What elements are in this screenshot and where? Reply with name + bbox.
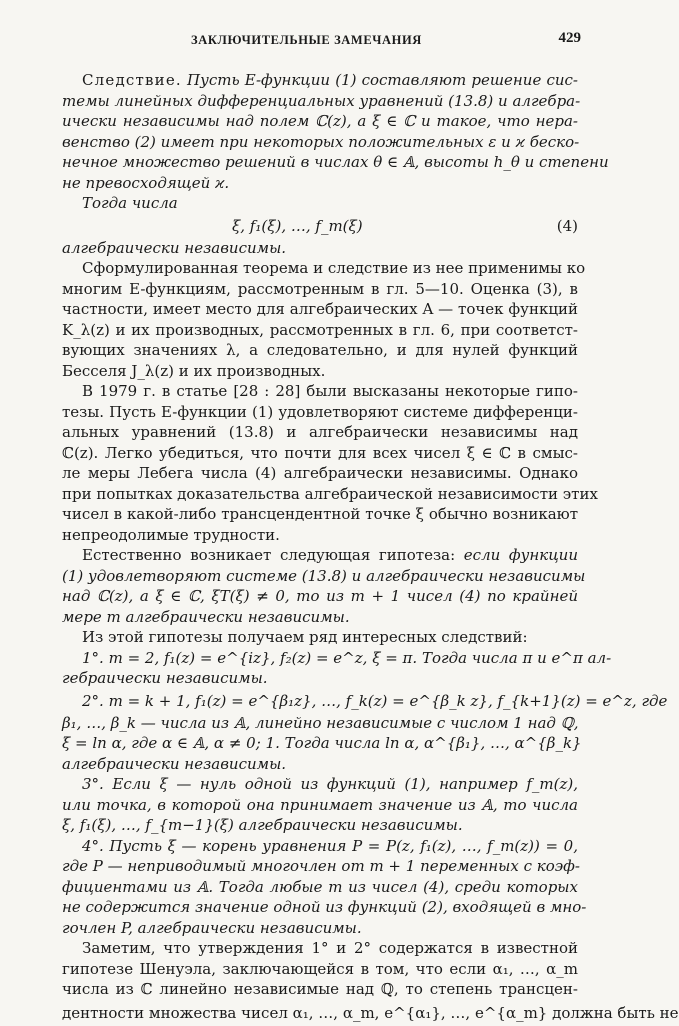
paragraph-line: тезы. Пусть E-функции (1) удовлетворяют системе дифференци-	[62, 402, 578, 421]
consequence-line: 3°. Если ξ — нуль одной из функций (1), например f_m(z),	[82, 775, 578, 793]
corollary-line: Тогда числа	[82, 194, 178, 212]
corollary-text: Пусть E-функции (1) составляют решение сис-	[181, 71, 578, 89]
paragraph-line: частности, имеет место для алгебраических A — точек функций	[62, 300, 578, 318]
corollary-closing: алгебраически независимы.	[62, 238, 287, 257]
formula-expression: ξ, f₁(ξ), …, f_m(ξ)	[232, 216, 363, 235]
consequences-intro: Из этой гипотезы получаем ряд интересных следствий:	[82, 628, 528, 646]
hypothesis-lead: Естественно возникает следующая гипотеза:	[82, 546, 464, 564]
paragraph-line: числа из ℂ линейно независимые над ℚ, то степень трансцен-	[62, 980, 578, 998]
corollary-line: не превосходящей ϰ.	[62, 173, 230, 192]
consequence-line: не содержится значение одной из функций (2), входящей в мно-	[62, 898, 587, 916]
paragraph-line: В 1979 г. в статье [28 : 28] были высказаны некоторые гипо-	[82, 382, 578, 400]
equation-number: (4)	[556, 216, 578, 235]
hypothesis-line: мере m алгебраически независимы.	[62, 607, 350, 626]
paragraph-line: K_λ(z) и их производных, рассмотренных в гл. 6, при соответст-	[62, 320, 578, 339]
page-body	[62, 70, 679, 1026]
consequence-line: гебраически независимы.	[62, 669, 268, 687]
running-header	[0, 30, 613, 53]
corollary-line	[62, 70, 578, 91]
paragraph-line: многим E-функциям, рассмотренным в гл. 5—10. Оценка (3), в	[62, 279, 578, 298]
consequence-line: 2°. m = k + 1, f₁(z) = e^{β₁z}, …, f_k(z) = e^{β_k z}, f_{k+1}(z) = e^z, где	[82, 691, 668, 710]
hypothesis-lead-italic: если функции	[463, 546, 578, 564]
consequence-line: или точка, в которой она принимает значение из 𝔸, то числа	[62, 795, 578, 814]
corollary-line: нечное множество решений в числах θ ∈ 𝔸, высоты h_θ и степени	[62, 153, 609, 171]
paragraph-line: непреодолимые трудности.	[62, 525, 280, 544]
paragraph-line: ле меры Лебега числа (4) алгебраически независимы. Однако	[62, 464, 578, 482]
corollary-line: венство (2) имеет при некоторых положительных ε и ϰ беско-	[62, 132, 580, 151]
consequence-line: ξ, f₁(ξ), …, f_{m−1}(ξ) алгебраически независимы.	[62, 816, 463, 834]
paragraph-line: Заметим, что утверждения 1° и 2° содержатся в известной	[82, 939, 578, 957]
hypothesis-line: (1) удовлетворяют системе (13.8) и алгебраически независимы	[62, 566, 586, 585]
corollary-label: Следствие.	[82, 71, 182, 89]
consequence-line: 4°. Пусть ξ — корень уравнения P = P(z, f₁(z), …, f_m(z)) = 0,	[82, 836, 578, 855]
consequence-line: гочлен P, алгебраически независимы.	[62, 918, 362, 937]
paragraph-line: чисел в какой-либо трансцендентной точке ξ обычно возникают	[62, 505, 578, 523]
consequence-line: алгебраически независимы.	[62, 754, 287, 773]
paragraph-line	[62, 545, 578, 566]
paragraph-line: при попытках доказательства алгебраической независимости этих	[62, 484, 598, 503]
consequence-line: 1°. m = 2, f₁(z) = e^{iz}, f₂(z) = e^z, ξ = π. Тогда числа π и e^π ал-	[82, 648, 612, 667]
corollary-line: ически независимы над полем ℂ(z), a ξ ∈ ℂ и такое, что нера-	[62, 112, 578, 130]
paragraph-line: ℂ(z). Легко убедиться, что почти для всех чисел ξ ∈ ℂ в смыс-	[62, 443, 578, 462]
corollary-line: темы линейных дифференциальных уравнений (13.8) и алгебра-	[62, 91, 581, 110]
paragraph-line: Бесселя J_λ(z) и их производных.	[62, 361, 326, 380]
hypothesis-line: над ℂ(z), a ξ ∈ ℂ, ξT(ξ) ≠ 0, то из m + 1 чисел (4) по крайней	[62, 587, 578, 605]
paragraph-line: вующих значениях λ, а следовательно, и для нулей функций	[62, 341, 578, 359]
page-number: 429	[558, 30, 581, 46]
display-formula	[62, 214, 578, 238]
paragraph-line: гипотезе Шенуэла, заключающейся в том, что если α₁, …, α_m	[62, 959, 578, 978]
paragraph-line: Сформулированная теорема и следствие из нее применимы ко	[82, 259, 586, 277]
consequence-line: где P — неприводимый многочлен от m + 1 переменных с коэф-	[62, 857, 580, 875]
consequence-line: β₁, …, β_k — числа из 𝔸, линейно независимые с числом 1 над ℚ,	[62, 713, 579, 732]
consequence-line: фициентами из 𝔸. Тогда любые m из чисел (4), среди которых	[62, 877, 578, 896]
paragraph-line: альных уравнений (13.8) и алгебраически независимы над	[62, 423, 578, 441]
paragraph-line: дентности множества чисел α₁, …, α_m, e^{α₁}, …, e^{α_m} должна быть не	[62, 1003, 679, 1022]
consequence-line: ξ = ln α, где α ∈ 𝔸, α ≠ 0; 1. Тогда числа ln α, α^{β₁}, …, α^{β_k}	[62, 734, 582, 752]
chapter-title: ЗАКЛЮЧИТЕЛЬНЫЕ ЗАМЕЧАНИЯ	[191, 33, 422, 47]
